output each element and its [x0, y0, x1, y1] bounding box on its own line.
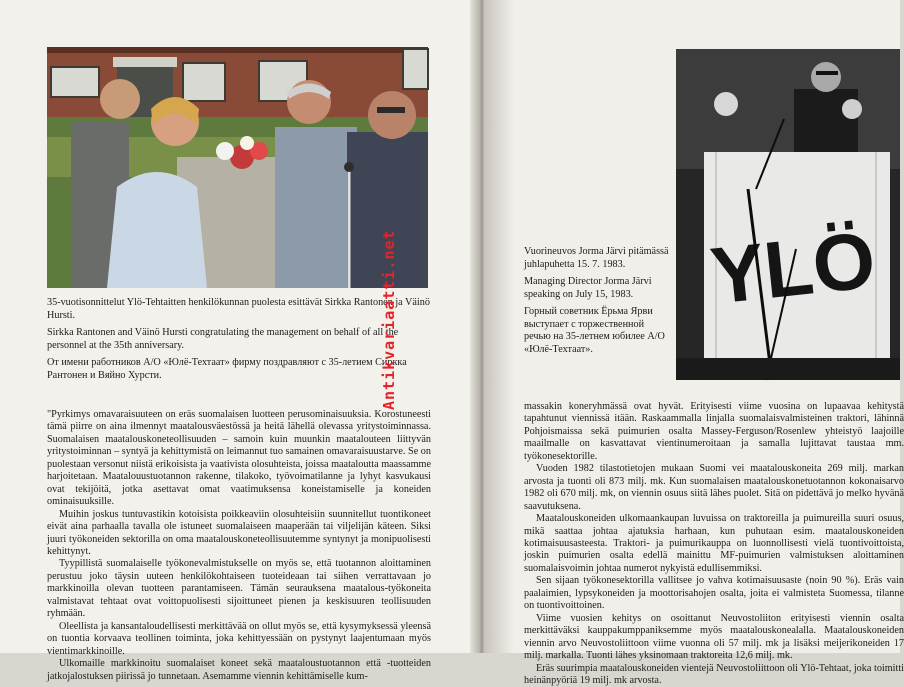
ylo-banner-text: YLÖ [706, 214, 880, 321]
paragraph: Oleellista ja kansantaloudellisesti merkittävää on ollut myös se, että kysymyksessä yleensä on tuontia korvaava teollinen toiminta, joka kehittyessään on pystynyt laajentumaan myös vientimarkkinoille. [47, 620, 431, 657]
paragraph: Sen sijaan työkonesektorilla vallitsee jo vahva kotimaisuusaste (noin 90 %). Eräs vain paalaimien, lypsykoneiden ja moottorisahojen osalta, joita ei valmisteta Suomessa, tilanne on tuontivoittoinen. [524, 575, 904, 612]
paragraph: Ulkomaille markkinoitu suomalaiset koneet sekä maataloustuotannon että -tuotteiden jatkojalostuksen piirissä jo tunnetaan. Asemamme viennin kehittämiselle kum- [47, 658, 431, 682]
congratulation-photo [47, 47, 428, 288]
caption-russian: От имени работников А/О «Юлё-Техтаат» фирму поздравляют с 35-летием Сиркка Рантонен и Вяйно Хурсти. [47, 357, 407, 381]
right-page [484, 0, 904, 686]
paragraph: "Pyrkimys omavaraisuuteen on eräs suomalaisen luotteen perusominaisuuksia. Korostuneesti tämä piirre on aina ilmennyt maatalousväestössä ja heitä lähellä olevassa yritystoiminnassa. Suomalaisen maatalouskoneteollisuuden – samoin kuin muunkin maatalouteen liittyvän yritystoiminnan – syntyä ja kehittymistä on leimannut tuo samainen omavaraisuustarve. Se on puolestaan versonut niistä erikoisista ja vaativista olosuhteista, joissa maataloutta maassamme harjoitetaan. Maatalouustuotannon rakenne, tilakoko, työvoimatilanne ja lyhyt kasvukausi ovat tekijöitä, jotka asettavat omat vaatimuksensa koneistamiselle ja koneiden ominaisuuksille. [47, 409, 431, 508]
paragraph: Muihin joskus tuntuvastikin kotoisista poikkeaviin olosuhteisiin suunnitellut tuontikoneet eivät aina parhaalla tavalla ole istuneet suomalaiseen maaperään tai viljelijän käteen. Siksi juuri työkoneiden sektorilla on oma maatalouskoneteollisuutemme syntynyt ja monipuolisesti kehittynyt. [47, 508, 431, 557]
caption-russian: Горный советник Ёрьма Ярви выступает с торжественной речью на 35-летнем юбилее А/О «Юлё-Техтаат». [524, 306, 665, 355]
paragraph: Viime vuosien kehitys on osoittanut Neuvostoliiton erityisesti viennin osalta merkittäväksi kauppakumppaniksemme myös maatalouskonealalla. Maatalouskoneiden viennin arvo Neuvostoliittoon viime vuonna oli 57 milj. mk ja lisäksi meijerikoneiden 17 milj. markalla. Tuonti lähes yksinomaan traktoreita 12,6 milj. mk. [524, 612, 904, 662]
paragraph: massakin koneryhmässä ovat hyvät. Erityisesti viime vuosina on lupaavaa kehitystä tapahtunut viennissä itään. Raskaammalla linjalla suomalaisvalmisteinen traktori, lähinnä Pohjoismaissa sekä puimurien osalta Massey-Ferguson/Rosenlew yhteistyö laajoille maailmalle on kasvattavat vientinumeroitaan ja samalla lujittavat taustaa mm. työkonesektorille. [524, 401, 904, 462]
paragraph: Maatalouskoneiden ulkomaankaupan luvuissa on traktoreilla ja puimureilla suuri osuus, mikä saattaa johtaa ajatuksia harhaan, kun puhutaan esim. maatalouskoneiden kotimaisuusasteesta. Traktori- ja puimurikauppa on luonnollisesti vielä tuontivoittoista, joskin puimurien osalta edellä mainittu MF-puimurien valmistuksen aloittaminen suomalaisvoimin johtaa numerot nykyistä edullisemmiksi. [524, 513, 904, 574]
left-body-text [47, 409, 431, 683]
caption-finnish: Vuorineuvos Jorma Järvi pitämässä juhlapuhetta 15. 7. 1983. [524, 246, 669, 270]
page-shadow [484, 0, 514, 653]
right-body-text [524, 401, 904, 687]
paragraph: Tyypillistä suomalaiselle työkonevalmistukselle on myös se, että tuotannon aloittaminen perustuu joko täysin uuteen henkilökohtaiseen tuoteideaan tai siihen verrattavaan jo markkinoilla olevan tuotteen parantamiseen. Tämän seurauksena maatalous-työkoneita valmistavat tehtaat ovat voittopuolisesti sijoittuneet pienen ja keskisuuren teollisuuden ryhmään. [47, 558, 431, 620]
antikvariaatti-watermark: Antikvariaatti.net [380, 229, 398, 410]
left-caption [47, 297, 431, 387]
paragraph: Vuoden 1982 tilastotietojen mukaan Suomi vei maatalouskoneita 269 milj. markan arvosta ja tuonti oli 873 milj. mk. Kun suomalaisen maatalouskonetuotannon kokonaisarvo 1982 oli 670 milj. mk, on viennin osuus siitä lähes puolet. Sitä on pidettävä jo melko hyvänä saavutuksena. [524, 463, 904, 512]
caption-finnish: 35-vuotisonnittelut Ylö-Tehtaitten henkilökunnan puolesta esittävät Sirkka Rantonen ja Väinö Hursti. [47, 297, 430, 321]
speech-photo [676, 49, 900, 380]
caption-english: Managing Director Jorma Järvi speaking on July 15, 1983. [524, 276, 652, 300]
caption-english: Sirkka Rantonen and Väinö Hursti congratulating the management on behalf of all the personnel at the 35th anniversary. [47, 327, 399, 351]
paragraph: Eräs suurimpia maatalouskoneiden vientejä Neuvostoliittoon oli Ylö-Tehtaat, joka toimitti heinänpyöriä 19 milj. mk arvosta. [524, 662, 904, 686]
right-caption [524, 246, 669, 361]
